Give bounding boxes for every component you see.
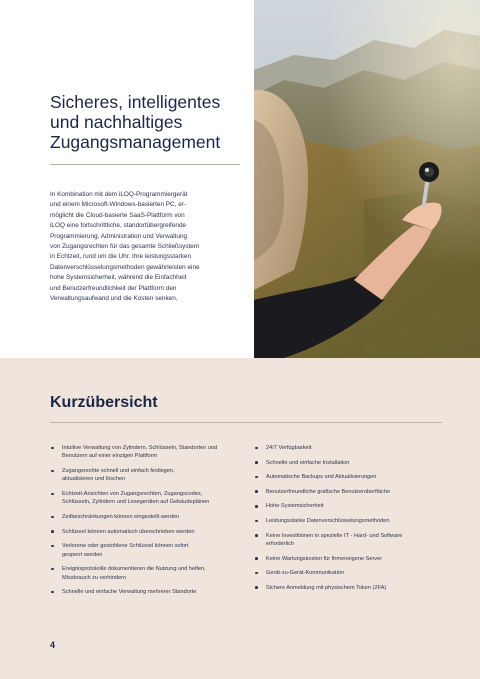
list-item-line: Gerät-zu-Gerät-Kommunikation (266, 570, 345, 577)
list-item (50, 588, 246, 596)
list-item-line: aktualisieren und löschen (62, 476, 126, 483)
heading-line: Zugangsmanagement (50, 132, 221, 152)
list-item (254, 532, 444, 549)
intro-line: von Zugangsrechten für das gesamte Schließsystem (50, 243, 200, 251)
page-number: 4 (50, 640, 56, 650)
list-item-line: Verlorene oder gestohlene Schlüssel können sofort (62, 543, 189, 550)
list-item (254, 444, 444, 452)
list-item-line: Keine Investitionen in spezielle IT - Hard- und Software (266, 532, 403, 539)
list-item-line: Sichere Anmeldung mit physischem Token (2FA) (266, 584, 387, 591)
list-item-line: Schlüssel können automatisch überschrieben werden (62, 528, 195, 535)
list-item-line: Automatische Backups und Aktualisierungen (266, 474, 377, 481)
hero-photo (254, 0, 480, 358)
list-item-line: Benutzern auf einer einzigen Plattform (62, 453, 158, 460)
list-item-line: gesperrt werden (62, 551, 103, 558)
list-item-line: Schnelle und einfache Verwaltung mehrerer Standorte (62, 589, 197, 596)
list-item-line: erforderlich (266, 540, 294, 547)
list-item-line: Zugangsrechte schnell und einfach festlegen, (62, 468, 175, 474)
intro-line: Verwaltungsaufwand und die Kosten senken. (50, 295, 178, 303)
overview-title: Kurzübersicht (50, 394, 158, 411)
page-heading (50, 92, 240, 152)
list-item (50, 542, 246, 559)
feature-list-left (50, 444, 246, 603)
list-item-line: Benutzerfreundliche grafische Benutzeroberfläche (266, 488, 391, 495)
feature-list-right (254, 444, 444, 598)
list-item (254, 517, 444, 525)
list-item (50, 528, 246, 536)
intro-line: iLOQ eine fortschrittliche, standortübergreifende (50, 222, 187, 230)
list-item-line: Leistungsstarke Datenverschlüsselungsmethoden (266, 517, 390, 524)
intro-line: hohe Systemsicherheit, während die Einfachheit (50, 274, 187, 282)
list-item-line: Zeitbeschränkungen können eingestellt werden (62, 514, 180, 520)
list-item-line: Missbrauch zu verhindern (62, 574, 127, 581)
list-item-line: Hohe Systemsicherheit (266, 503, 324, 510)
intro-line: und einem Microsoft-Windows-basierten PC, er- (50, 201, 187, 209)
list-item (254, 502, 444, 510)
list-item (50, 467, 246, 484)
list-item-line: Intuitive Verwaltung von Zylindern, Schlüsseln, Standorten und (62, 445, 218, 451)
intro-paragraph (50, 190, 246, 304)
list-item (50, 490, 246, 507)
heading-line: und nachhaltiges (50, 112, 183, 132)
intro-line: und Benutzerfreundlichkeit der Plattform den (50, 284, 177, 292)
heading-line: Sicheres, intelligentes (50, 92, 221, 112)
list-item-line: Keine Wartungskosten für firmeneigene Server (266, 555, 383, 562)
list-item (50, 565, 246, 582)
list-item (50, 513, 246, 521)
list-item-line: Echtzeit-Ansichten von Zugangsrechten, Zugangscodes, (62, 491, 203, 497)
photo-hand-holding-key (254, 0, 480, 358)
list-item (254, 488, 444, 496)
list-item (254, 473, 444, 481)
list-item-line: Schlüsseln, Zylindern und Lesegeräten auf Gebäudeplänen (62, 499, 210, 506)
list-item-line: Schnelle und einfache Installation (266, 459, 350, 466)
intro-line: in Echtzeit, rund um die Uhr. Ihre leistungsstarken (50, 253, 192, 261)
list-item (254, 569, 444, 577)
intro-line: In Kombination mit dem iLOQ-Programmiergerät (50, 191, 188, 198)
list-item (254, 584, 444, 592)
list-item-line: Ereignisprotokolle dokumentieren die Nutzung und helfen, (62, 566, 206, 573)
intro-line: möglicht die Cloud-basierte SaaS-Plattform von (50, 211, 185, 219)
overview-divider (50, 422, 442, 423)
intro-line: Datenverschlüsselungsmethoden gewährleisten eine (50, 263, 200, 271)
heading-divider (50, 164, 240, 165)
list-item (254, 555, 444, 563)
list-item (254, 459, 444, 467)
list-item (50, 444, 246, 461)
intro-line: Programmierung, Administration und Verwaltung (50, 232, 188, 240)
list-item-line: 24/7 Verfügbarkeit (266, 445, 312, 451)
